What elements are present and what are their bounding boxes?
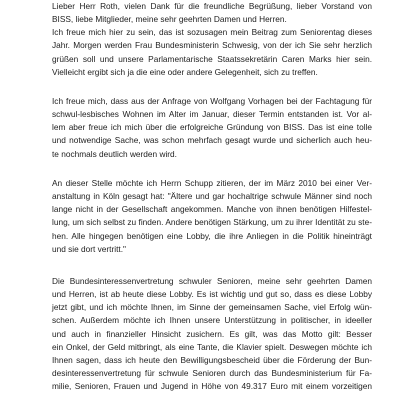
text-line: hen. Alle hingegen benötigen eine Lobby, die ihre Anliegen in die Politik hineinträgt	[52, 230, 372, 241]
text-line: desinteressenvertretung für schwule Senioren durch das Bundesministerium für Fa-	[52, 368, 372, 379]
text-line: Ihnen sagen, dass ich heute den Bewilligungsbescheid über die Förderung der Bun-	[52, 354, 372, 365]
text-line: und notwendige Sache, was schon mehrfach gesagt wurde und sicherlich auch heu-	[52, 135, 372, 146]
text-line: lem aber freue ich mich über die erfolgreiche Gründung von BISS. Das ist eine tolle	[52, 122, 372, 133]
text-line: und Herren, ist ab heute diese Lobby. Es ist wichtig und gut so, dass es diese Lobby	[52, 289, 372, 300]
text-line: Ich freue mich, dass aus der Anfrage von Wolfgang Vorhagen bei der Fachtagung für	[52, 96, 372, 106]
text-line: lung, um sich selbst zu finden. Andere benötigen Stärkung, um zu ihrer Identität zu ste-	[52, 217, 372, 228]
text-line: lange nicht in der Gesellschaft angekommen. Manche von ihnen benötigen Hilfestel-	[52, 204, 372, 215]
text-line: anstaltung in Köln gesagt hat: "Ältere und gar hochaltrige schwule Männer sind noch	[52, 191, 372, 202]
text-line: BISS, liebe Mitglieder, meine sehr geehrten Damen und Herren.	[52, 14, 287, 25]
text-line: jetzt gibt, und ich möchte Ihnen, im Sinne der gemeinsamen Sache, viel Erfolg wün-	[52, 302, 372, 313]
text-line: milie, Senioren, Frauen und Jugend in Höhe von 49.317 Euro mit einem vorzeitigen	[52, 381, 372, 392]
text-line: An dieser Stelle möchte ich Herrn Schupp zitieren, der im März 2010 bei einer Ver-	[52, 178, 372, 188]
text-line: schwul-lesbisches Wohnen im Alter im Januar, dieser Termin entstanden ist. Vor al-	[52, 109, 372, 120]
paragraph-lobby	[52, 275, 372, 393]
text-line: schen. Außerdem möchte ich Ihnen unsere Unterstützung in politischer, in ideeller	[52, 315, 372, 326]
text-line: ein Onkel, der Geld mitbringt, als eine Tante, die Klavier spielt. Deswegen möchte ich	[52, 341, 372, 352]
text-line: Die Bundesinteressenvertretung schwuler Senioren, meine sehr geehrten Damen	[52, 276, 372, 286]
text-line: Ich freue mich hier zu sein, das ist sozusagen mein Beitrag zum Seniorentag dieses	[52, 27, 372, 38]
text-line: te nochmals deutlich werden wird.	[52, 148, 177, 159]
text-line: und sie dort vertritt."	[52, 243, 126, 254]
text-line: grüßen soll und unsere Parlamentarische Staatssekretärin Caren Marks hier sein.	[52, 53, 372, 64]
text-line: Lieber Herr Roth, vielen Dank für die freundliche Begrüßung, lieber Vorstand von	[52, 1, 372, 11]
text-line: und auch in finanzieller Hinsicht zusichern. Es gilt, was das Motto gilt: Besser	[52, 328, 372, 339]
paragraph-greeting	[52, 0, 372, 79]
paragraph-quote	[52, 177, 372, 256]
text-line: Jahr. Morgen werden Frau Bundesministerin Schwesig, von der ich Sie sehr herzlich	[52, 40, 372, 51]
paragraph-founding	[52, 95, 372, 161]
text-line: Vielleicht ergibt sich ja die eine oder andere Gelegenheit, sich zu treffen.	[52, 66, 318, 77]
